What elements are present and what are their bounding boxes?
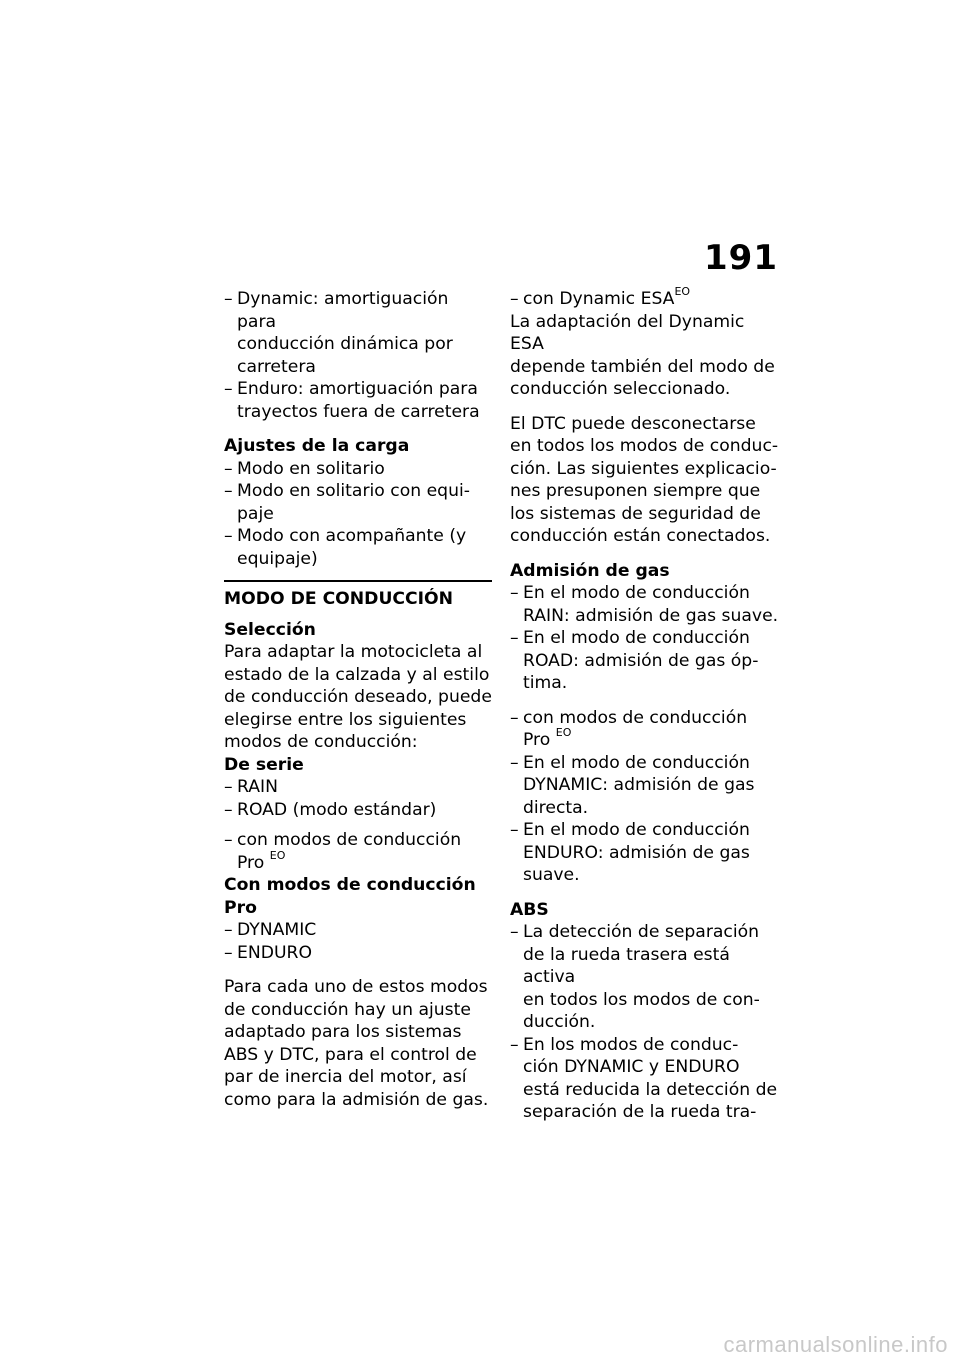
left-column xyxy=(224,288,492,1111)
list-item: – En el modo de conducción ROAD: admisión de gas óp- tima. xyxy=(510,627,782,695)
list-item: – En el modo de conducción ENDURO: admisión de gas suave. xyxy=(510,819,782,887)
pro-heading: Con modos de conducción Pro xyxy=(224,875,476,918)
abs-heading: ABS xyxy=(510,899,549,920)
pro-note: – con modos de conducción Pro $^{EO}$ xyxy=(224,829,492,874)
list-item: – Dynamic: amortiguación para conducción dinámica por carretera xyxy=(224,288,492,378)
eo-marker: EO xyxy=(269,848,286,862)
section-divider xyxy=(224,580,492,582)
list-item: – Modo en solitario con equi- paje xyxy=(224,480,492,525)
right-column xyxy=(510,285,782,1124)
eo-marker: EO xyxy=(674,285,691,299)
list-item: – La detección de separación de la rueda trasera está activa en todos los modos de con- ducción. xyxy=(510,921,782,1034)
list-item: – Modo en solitario xyxy=(224,458,492,481)
list-item: – RAIN xyxy=(224,776,492,799)
pro-note: – con modos de conducción Pro $^{EO}$ xyxy=(510,707,782,752)
section-title: MODO DE CONDUCCIÓN xyxy=(224,589,454,609)
esa-paragraph: La adaptación del Dynamic ESA depende también del modo de conducción seleccionado. xyxy=(510,311,775,399)
list-item: – En los modos de conduc- ción DYNAMIC y ENDURO está reducida la detección de separación de la rueda tra- xyxy=(510,1034,782,1124)
list-item: – En el modo de conducción RAIN: admisión de gas suave. xyxy=(510,582,782,627)
closing-paragraph: Para cada uno de estos modos de conducción hay un ajuste adaptado para los sistemas ABS y DTC, para el control de par de inercia del motor, así como para la admisión de gas. xyxy=(224,977,489,1110)
esa-note: – con Dynamic $ESA^{EO}$ xyxy=(510,288,782,311)
selection-heading: Selección xyxy=(224,619,316,640)
list-item: – En el modo de conducción DYNAMIC: admisión de gas directa. xyxy=(510,752,782,820)
page-number: 191 xyxy=(704,238,778,278)
list-item: – ROAD (modo estándar) xyxy=(224,799,492,822)
dtc-paragraph: El DTC puede desconectarse en todos los modos de conduc- ción. Las siguientes explicacio- nes presuponen siempre que los sistemas de seguridad de conducción están conectados. xyxy=(510,413,779,546)
list-item: – Modo con acompañante (y equipaje) xyxy=(224,525,492,570)
eo-marker: EO xyxy=(555,726,572,740)
list-item: – Enduro: amortiguación para trayectos fuera de carretera xyxy=(224,378,492,423)
load-heading: Ajustes de la carga xyxy=(224,436,410,456)
selection-paragraph: Para adaptar la motocicleta al estado de la calzada y al estilo de conducción deseado, puede elegirse entre los siguientes modos de conducción: xyxy=(224,642,492,752)
watermark: carmanualsonline.info xyxy=(723,1332,948,1357)
gas-heading: Admisión de gas xyxy=(510,560,670,581)
serie-heading: De serie xyxy=(224,754,304,775)
list-item: – DYNAMIC xyxy=(224,919,492,942)
list-item: – ENDURO xyxy=(224,942,492,965)
